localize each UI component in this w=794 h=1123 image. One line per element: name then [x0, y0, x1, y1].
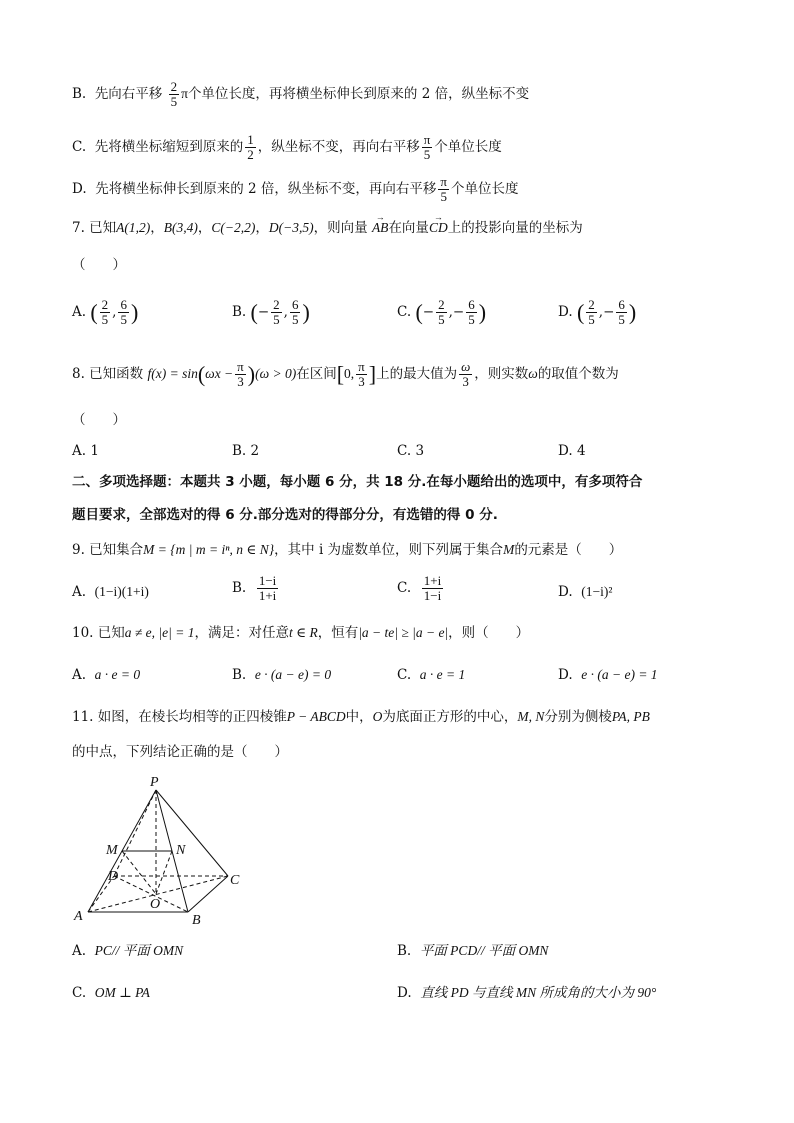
label-p: P	[150, 775, 159, 790]
fraction: $\frac{6}{5}$	[120, 297, 127, 327]
option-letter: C.	[397, 667, 412, 683]
label-b: B	[192, 913, 201, 928]
option-text: e · (a − e) = 0	[254, 667, 332, 682]
option-letter: A.	[72, 304, 87, 320]
label-d: D	[108, 869, 119, 884]
option-letter: D.	[558, 443, 573, 459]
fraction: $\frac{2}{5}$	[438, 297, 445, 327]
option-letter: A.	[72, 443, 87, 459]
option-letter: B.	[232, 443, 247, 459]
q7-option-c: C. (− $\frac{2}{5}$ ,− $\frac{6}{5}$ )	[397, 297, 487, 327]
q9-option-b: B. $\frac{1-i}{1+i}$	[232, 573, 277, 603]
q10-option-c	[397, 665, 465, 685]
q10-stem: 10. 已知a ≠ e, |e| = 1，满足：对任意t ∈ R，恒有|a − te| ≥ |a − e|，则（ ）	[72, 625, 530, 641]
fraction: $\frac{2}{5}$	[170, 79, 178, 109]
sign: −	[452, 304, 465, 320]
q8-option-d	[558, 441, 586, 461]
q7-paren: （ ）	[72, 257, 126, 273]
q8-paren: （ ）	[72, 412, 126, 428]
option-letter: D.	[558, 667, 573, 683]
segment-on	[156, 851, 172, 894]
label-c: C	[230, 873, 240, 888]
left-paren: (	[250, 299, 258, 325]
label-a: A	[74, 909, 83, 924]
q10-option-d	[558, 665, 658, 685]
q6-option-c: C. 先将横坐标缩短到原来的 $\frac{1}{2}$ ，纵坐标不变，再向右平移 $\frac{\pi}{5}$ 个单位长度	[72, 132, 502, 162]
q7-option-a: A. ( $\frac{2}{5}$ , $\frac{6}{5}$ )	[72, 297, 139, 327]
label-n: N	[176, 843, 186, 858]
right-paren: )	[478, 299, 487, 325]
q7-option-b: B. (− $\frac{2}{5}$ , $\frac{6}{5}$ )	[232, 297, 310, 327]
sign: −	[257, 304, 270, 320]
option-letter: C.	[397, 443, 412, 459]
left-paren: (	[90, 299, 98, 325]
right-paren: )	[628, 299, 637, 325]
option-letter: B.	[232, 667, 247, 683]
q11-stem: 11. 如图，在棱长均相等的正四棱锥P − ABCD中，O为底面正方形的中心，M, N分别为侧棱PA, PB	[72, 709, 650, 725]
fraction: $\frac{6}{5}$	[291, 297, 299, 327]
sign: −	[422, 304, 435, 320]
option-value: 3	[415, 443, 425, 459]
option-text: a · e = 0	[94, 667, 141, 682]
q7-option-d: D. ( $\frac{2}{5}$ ,− $\frac{6}{5}$ )	[558, 297, 637, 327]
right-paren: )	[302, 299, 310, 325]
q11-option-c: C. OM ⊥ PA	[72, 985, 150, 1001]
left-paren: (	[576, 299, 585, 325]
option-text: e · (a − e) = 1	[581, 667, 658, 682]
option-value: 4	[576, 443, 586, 459]
fraction: $\frac{6}{5}$	[468, 297, 475, 327]
right-paren: )	[130, 299, 139, 325]
option-letter: A.	[72, 667, 87, 683]
option-text: a · e = 1	[419, 667, 466, 682]
section-2-heading-cont: 题目要求，全部选对的得 6 分.部分选对的得部分分，有选错的得 0 分.	[72, 507, 498, 523]
vector-ab: → AB	[372, 218, 389, 238]
edge-pd	[114, 790, 156, 876]
q6-option-d: D. 先将横坐标伸长到原来的 2 倍，纵坐标不变，再向右平移 $\frac{\pi}{5}$ 个单位长度	[72, 174, 519, 204]
q6-option-b: B. 先向右平移 $\frac{2}{5}$ π个单位长度，再将横坐标伸长到原来的 2 倍，纵坐标不变	[72, 79, 530, 109]
q11-option-a: A. PC// 平面 OMN	[72, 943, 184, 959]
vector-cd: → CD	[429, 218, 448, 238]
q11-stem-cont: 的中点，下列结论正确的是（ ）	[72, 744, 288, 760]
q9-stem: 9. 已知集合M = {m | m = iⁿ, n ∈ N}，其中 i 为虚数单位，则下列属于集合M的元素是（ ）	[72, 542, 623, 558]
q8-option-b	[232, 441, 259, 461]
fraction: $\frac{2}{5}$	[588, 297, 595, 327]
fraction: $\frac{2}{5}$	[273, 297, 280, 327]
option-letter: C.	[397, 304, 412, 320]
q11-option-d: D. 直线 PD 与直线 MN 所成角的大小为 90°	[397, 985, 657, 1001]
label-m: M	[106, 843, 118, 858]
option-value: 2	[250, 443, 260, 459]
option-letter: D.	[558, 304, 573, 320]
section-2-heading: 二、多项选择题：本题共 3 小题，每小题 6 分，共 18 分.在每小题给出的选项中，有多项符合	[72, 474, 643, 490]
option-value: 1	[90, 443, 99, 459]
q8-option-c	[397, 441, 424, 461]
pyramid-figure	[68, 772, 268, 932]
edge-bc	[188, 876, 228, 912]
q9-option-a: A. (1−i)(1+i)	[72, 584, 149, 600]
fraction: $\frac{2}{5}$	[101, 297, 109, 327]
q10-option-a	[72, 665, 140, 685]
q9-option-c: C. $\frac{1+i}{1-i}$	[397, 573, 442, 603]
segment-om	[122, 851, 156, 894]
option-letter: B.	[232, 304, 247, 320]
q11-option-b: B. 平面 PCD// 平面 OMN	[397, 943, 549, 959]
q8-stem: 8. 已知函数 f(x) = sin(ωx − $\frac{\pi}{3}$ )(ω > 0)在区间[0, $\frac{\pi}{3}$ ]上的最大值为 $\frac{\omega}{3}$ ，则实数ω的取值个数为	[72, 359, 619, 389]
q8-option-a	[72, 441, 99, 461]
q7-stem: 7. 已知A(1,2)，B(3,4)，C(−2,2)，D(−3,5)，则向量 → AB在向量→ CD上的投影向量的坐标为	[72, 218, 583, 238]
q9-option-d: D. (1−i)²	[558, 584, 613, 600]
sign: −	[603, 304, 615, 320]
fraction: $\frac{6}{5}$	[618, 297, 625, 327]
left-paren: (	[415, 299, 423, 325]
q10-option-b	[232, 665, 331, 685]
label-o: O	[150, 897, 161, 912]
